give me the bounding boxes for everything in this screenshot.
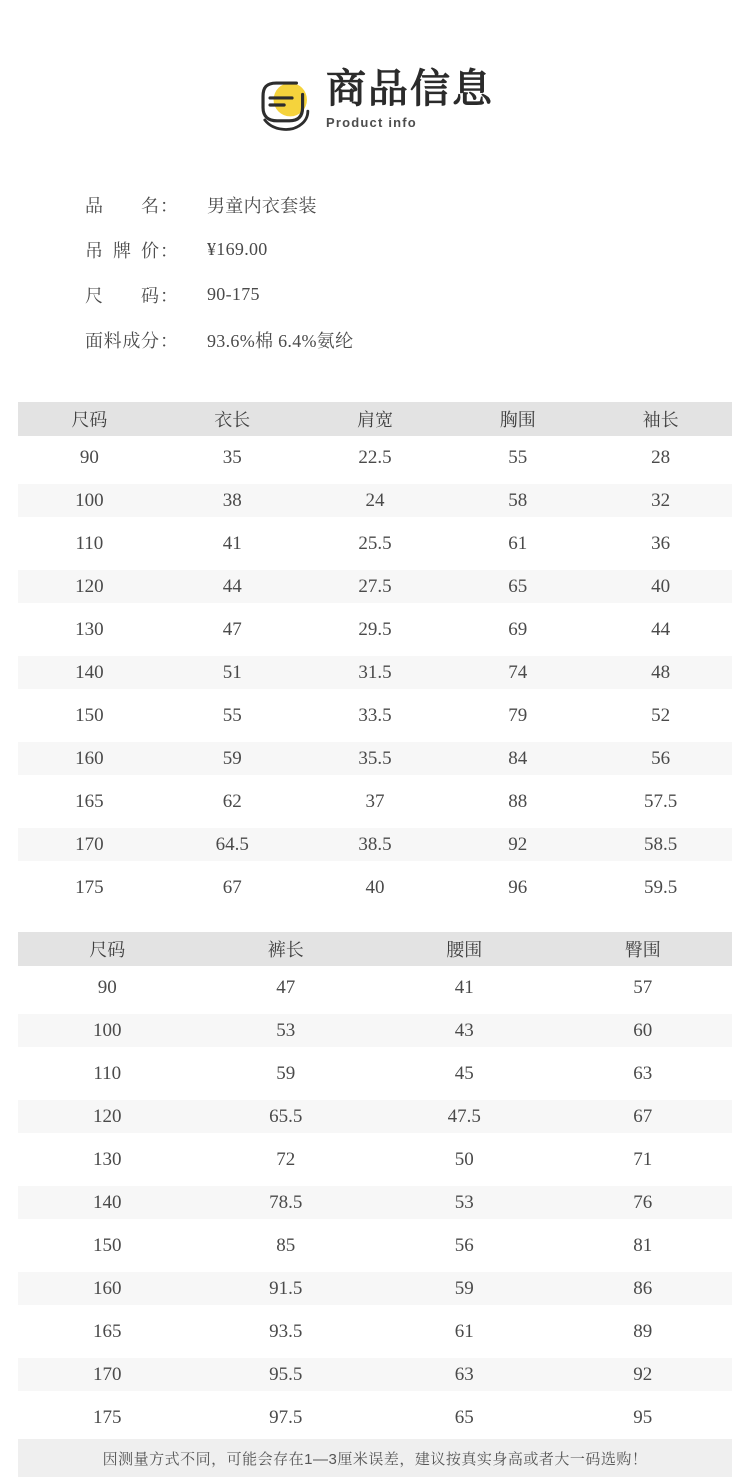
table-cell: 47 <box>276 976 296 998</box>
table-cell: 88 <box>508 790 528 812</box>
table-row <box>18 866 732 909</box>
table-cell: 48 <box>651 661 671 683</box>
table-cell: 91.5 <box>269 1277 303 1299</box>
table-cell: 95.5 <box>269 1363 303 1385</box>
table-cell: 175 <box>75 876 104 898</box>
table-cell: 62 <box>222 790 242 812</box>
table-cell: 57 <box>633 976 653 998</box>
field-colon: ： <box>160 285 178 306</box>
table-cell: 65.5 <box>269 1105 303 1127</box>
table-cell: 37 <box>365 790 385 812</box>
table-row <box>18 608 732 651</box>
column-header: 尺码 <box>89 940 126 960</box>
table-cell: 120 <box>75 575 104 597</box>
table-row <box>18 651 732 694</box>
table-cell: 45 <box>454 1062 474 1084</box>
table-cell: 65 <box>508 575 528 597</box>
table-row <box>18 1267 732 1310</box>
table-cell: 36 <box>651 532 671 554</box>
table-cell: 22.5 <box>358 446 392 468</box>
table-row <box>18 565 732 608</box>
table-cell: 85 <box>276 1234 296 1256</box>
table-row <box>18 1310 732 1353</box>
table-cell: 170 <box>93 1363 122 1385</box>
page-title: 商品信息 <box>326 67 494 111</box>
table-cell: 40 <box>365 876 385 898</box>
product-field-price <box>85 227 750 272</box>
field-label: 面料成分 <box>85 330 159 351</box>
size-charts <box>18 402 732 1439</box>
table-cell: 63 <box>633 1062 653 1084</box>
table-cell: 35.5 <box>358 747 392 769</box>
column-header: 胸围 <box>499 410 536 430</box>
table-cell: 100 <box>75 489 104 511</box>
table-cell: 110 <box>93 1062 122 1084</box>
table-cell: 150 <box>75 704 104 726</box>
size-table-bottoms <box>18 932 732 1439</box>
column-header: 臀围 <box>624 940 661 960</box>
table-cell: 56 <box>454 1234 474 1256</box>
table-cell: 150 <box>93 1234 122 1256</box>
table-cell: 120 <box>93 1105 122 1127</box>
table-row <box>18 1396 732 1439</box>
table-cell: 44 <box>222 575 242 597</box>
table-cell: 55 <box>508 446 528 468</box>
table-cell: 96 <box>508 876 528 898</box>
table-cell: 50 <box>454 1148 474 1170</box>
field-colon: ： <box>160 330 178 351</box>
table-cell: 38 <box>222 489 242 511</box>
product-field-name <box>85 182 750 227</box>
table-cell: 24 <box>365 489 385 511</box>
table-row <box>18 780 732 823</box>
table-row <box>18 1009 732 1052</box>
table-row <box>18 1138 732 1181</box>
table-body <box>18 436 732 909</box>
table-cell: 41 <box>222 532 242 554</box>
product-details <box>85 182 750 362</box>
table-cell: 110 <box>75 532 104 554</box>
table-cell: 61 <box>508 532 528 554</box>
table-cell: 165 <box>93 1320 122 1342</box>
table-cell: 59 <box>454 1277 474 1299</box>
table-cell: 90 <box>97 976 117 998</box>
table-cell: 43 <box>454 1019 474 1041</box>
table-row <box>18 823 732 866</box>
table-cell: 97.5 <box>269 1406 303 1428</box>
table-cell: 59 <box>222 747 242 769</box>
table-cell: 170 <box>75 833 104 855</box>
table-cell: 93.5 <box>269 1320 303 1342</box>
table-cell: 63 <box>454 1363 474 1385</box>
table-cell: 40 <box>651 575 671 597</box>
table-cell: 89 <box>633 1320 653 1342</box>
field-value: 93.6%棉 6.4%氨纶 <box>207 330 354 351</box>
table-cell: 78.5 <box>269 1191 303 1213</box>
table-header-row <box>18 402 732 436</box>
table-row <box>18 1181 732 1224</box>
field-label: 吊牌价 <box>85 240 159 261</box>
table-row <box>18 1224 732 1267</box>
field-label: 品名 <box>85 195 159 216</box>
field-colon: ： <box>160 195 178 216</box>
table-cell: 160 <box>93 1277 122 1299</box>
table-cell: 52 <box>651 704 671 726</box>
table-cell: 165 <box>75 790 104 812</box>
table-cell: 140 <box>93 1191 122 1213</box>
memo-badge-icon <box>256 76 314 134</box>
field-value: 男童内衣套装 <box>207 195 317 216</box>
table-cell: 175 <box>93 1406 122 1428</box>
field-label: 尺码 <box>85 285 159 306</box>
table-cell: 57.5 <box>643 790 678 812</box>
table-cell: 35 <box>222 446 242 468</box>
table-cell: 71 <box>633 1148 653 1170</box>
field-value: ¥169.00 <box>207 239 268 259</box>
table-cell: 47 <box>222 618 242 640</box>
table-cell: 100 <box>93 1019 122 1041</box>
table-cell: 61 <box>454 1320 474 1342</box>
table-cell: 58.5 <box>643 833 678 855</box>
table-cell: 32 <box>651 489 671 511</box>
table-cell: 27.5 <box>358 575 392 597</box>
table-row <box>18 1095 732 1138</box>
table-row <box>18 1353 732 1396</box>
table-row <box>18 522 732 565</box>
table-cell: 65 <box>454 1406 474 1428</box>
page-subtitle: Product info <box>326 115 417 130</box>
table-cell: 72 <box>276 1148 296 1170</box>
table-cell: 90 <box>79 446 99 468</box>
table-row <box>18 479 732 522</box>
table-cell: 51 <box>222 661 242 683</box>
product-field-fabric <box>85 317 750 362</box>
field-value: 90-175 <box>207 284 260 304</box>
table-cell: 29.5 <box>358 618 392 640</box>
table-cell: 64.5 <box>215 833 249 855</box>
table-cell: 130 <box>93 1148 122 1170</box>
table-cell: 53 <box>276 1019 296 1041</box>
column-header: 腰围 <box>446 940 483 960</box>
product-field-size-range <box>85 272 750 317</box>
table-cell: 69 <box>508 618 528 640</box>
table-cell: 92 <box>633 1363 653 1385</box>
table-cell: 59.5 <box>643 876 678 898</box>
measurement-note: 因测量方式不同，可能会存在1—3厘米误差，建议按真实身高或者大一码选购！ <box>18 1439 732 1477</box>
table-cell: 25.5 <box>358 532 392 554</box>
table-cell: 67 <box>222 876 242 898</box>
table-cell: 140 <box>75 661 104 683</box>
table-cell: 130 <box>75 618 104 640</box>
table-row <box>18 436 732 479</box>
header-text-block <box>326 66 494 130</box>
table-row <box>18 1052 732 1095</box>
table-cell: 55 <box>222 704 242 726</box>
table-cell: 38.5 <box>358 833 392 855</box>
table-cell: 60 <box>633 1019 653 1041</box>
column-header: 裤长 <box>267 940 304 960</box>
table-cell: 74 <box>508 661 528 683</box>
table-row <box>18 966 732 1009</box>
table-cell: 84 <box>508 747 528 769</box>
field-colon: ： <box>160 240 178 261</box>
table-cell: 79 <box>508 704 528 726</box>
table-cell: 47.5 <box>447 1105 481 1127</box>
table-body <box>18 966 732 1439</box>
column-header: 衣长 <box>214 410 251 430</box>
table-cell: 59 <box>276 1062 296 1084</box>
table-cell: 67 <box>633 1105 653 1127</box>
table-cell: 160 <box>75 747 104 769</box>
section-header <box>0 66 750 140</box>
table-cell: 41 <box>454 976 474 998</box>
table-cell: 76 <box>633 1191 653 1213</box>
size-table-tops <box>18 402 732 909</box>
table-cell: 31.5 <box>358 661 392 683</box>
table-cell: 92 <box>508 833 528 855</box>
table-row <box>18 694 732 737</box>
column-header: 肩宽 <box>356 410 393 430</box>
table-cell: 86 <box>633 1277 653 1299</box>
table-cell: 33.5 <box>358 704 392 726</box>
table-cell: 81 <box>633 1234 653 1256</box>
table-row <box>18 737 732 780</box>
table-cell: 44 <box>651 618 671 640</box>
table-cell: 58 <box>508 489 528 511</box>
table-cell: 28 <box>651 446 671 468</box>
table-header-row <box>18 932 732 966</box>
column-header: 尺码 <box>71 410 108 430</box>
table-cell: 56 <box>651 747 671 769</box>
column-header: 袖长 <box>642 410 679 430</box>
table-cell: 95 <box>633 1406 653 1428</box>
table-cell: 53 <box>454 1191 474 1213</box>
